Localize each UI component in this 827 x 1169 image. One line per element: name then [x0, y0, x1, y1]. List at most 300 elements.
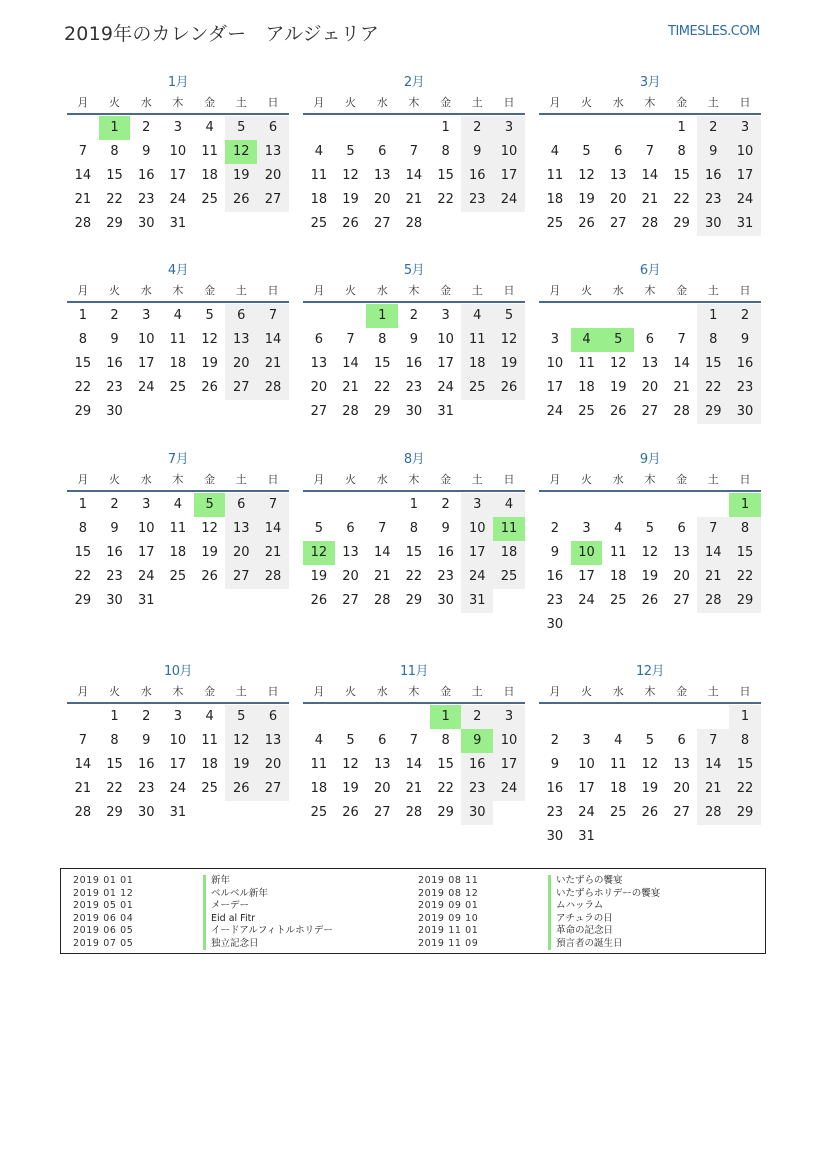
day-cell[interactable]: 15 — [729, 753, 761, 777]
day-cell[interactable]: 28 — [641, 216, 659, 231]
day-cell[interactable]: 30 — [106, 593, 123, 608]
day-cell[interactable]: 10 — [571, 541, 603, 565]
day-cell[interactable]: 16 — [546, 781, 564, 796]
day-cell[interactable]: 12 — [225, 729, 257, 753]
day-cell[interactable]: 15 — [106, 168, 123, 183]
day-cell[interactable]: 19 — [201, 545, 218, 560]
day-cell[interactable]: 17 — [546, 380, 564, 395]
day-cell[interactable]: 4 — [614, 733, 623, 748]
day-cell[interactable]: 27 — [225, 565, 257, 589]
day-cell[interactable]: 10 — [546, 356, 564, 371]
day-cell[interactable]: 25 — [493, 565, 525, 589]
day-cell[interactable]: 1 — [430, 705, 462, 729]
day-cell[interactable]: 11 — [201, 733, 218, 748]
day-cell[interactable]: 11 — [493, 517, 525, 541]
day-cell[interactable]: 20 — [641, 380, 659, 395]
day-cell[interactable]: 11 — [609, 757, 627, 772]
day-cell[interactable]: 22 — [729, 565, 761, 589]
day-cell[interactable]: 6 — [257, 116, 289, 140]
day-cell[interactable]: 22 — [106, 192, 123, 207]
day-cell[interactable]: 18 — [310, 192, 328, 207]
day-cell[interactable]: 27 — [225, 376, 257, 400]
day-cell[interactable]: 24 — [578, 805, 595, 820]
day-cell[interactable]: 22 — [437, 192, 454, 207]
day-cell[interactable]: 8 — [697, 328, 729, 352]
day-cell[interactable]: 18 — [609, 781, 627, 796]
day-cell[interactable]: 12 — [493, 328, 525, 352]
day-cell[interactable]: 10 — [493, 140, 525, 164]
day-cell[interactable]: 1 — [78, 497, 87, 512]
day-cell[interactable]: 3 — [493, 705, 525, 729]
day-cell[interactable]: 4 — [493, 493, 525, 517]
day-cell[interactable]: 15 — [437, 168, 454, 183]
day-cell[interactable]: 25 — [609, 805, 627, 820]
day-cell[interactable]: 7 — [697, 729, 729, 753]
day-cell[interactable]: 8 — [78, 521, 87, 536]
day-cell[interactable]: 27 — [673, 593, 690, 608]
day-cell[interactable]: 29 — [437, 805, 454, 820]
day-cell[interactable]: 17 — [461, 541, 493, 565]
day-cell[interactable]: 14 — [257, 517, 289, 541]
day-cell[interactable]: 24 — [493, 188, 525, 212]
day-cell[interactable]: 30 — [137, 216, 155, 231]
day-cell[interactable]: 3 — [441, 308, 450, 323]
day-cell[interactable]: 30 — [461, 801, 493, 825]
day-cell[interactable]: 18 — [201, 757, 218, 772]
day-cell[interactable]: 28 — [405, 805, 423, 820]
day-cell[interactable]: 10 — [461, 517, 493, 541]
day-cell[interactable]: 2 — [697, 116, 729, 140]
day-cell[interactable]: 26 — [201, 569, 218, 584]
day-cell[interactable]: 6 — [645, 332, 655, 347]
day-cell[interactable]: 11 — [578, 356, 595, 371]
day-cell[interactable]: 18 — [609, 569, 627, 584]
day-cell[interactable]: 21 — [405, 781, 423, 796]
day-cell[interactable]: 24 — [137, 380, 155, 395]
day-cell[interactable]: 3 — [461, 493, 493, 517]
day-cell[interactable]: 6 — [225, 304, 257, 328]
day-cell[interactable]: 31 — [437, 404, 454, 419]
day-cell[interactable]: 22 — [729, 777, 761, 801]
day-cell[interactable]: 6 — [378, 144, 387, 159]
day-cell[interactable]: 23 — [137, 781, 155, 796]
day-cell[interactable]: 28 — [673, 404, 690, 419]
day-cell[interactable]: 16 — [106, 545, 123, 560]
day-cell[interactable]: 5 — [346, 733, 355, 748]
day-cell[interactable]: 4 — [173, 308, 183, 323]
day-cell[interactable]: 26 — [201, 380, 218, 395]
day-cell[interactable]: 4 — [173, 497, 183, 512]
day-cell[interactable]: 30 — [405, 404, 423, 419]
day-cell[interactable]: 26 — [310, 593, 328, 608]
day-cell[interactable]: 5 — [582, 144, 591, 159]
day-cell[interactable]: 3 — [173, 709, 183, 724]
day-cell[interactable]: 15 — [437, 757, 454, 772]
day-cell[interactable]: 25 — [578, 404, 595, 419]
day-cell[interactable]: 6 — [225, 493, 257, 517]
day-cell[interactable]: 19 — [493, 352, 525, 376]
day-cell[interactable]: 4 — [550, 144, 559, 159]
day-cell[interactable]: 6 — [257, 705, 289, 729]
day-cell[interactable]: 29 — [729, 589, 761, 613]
day-cell[interactable]: 19 — [225, 753, 257, 777]
day-cell[interactable]: 23 — [106, 380, 123, 395]
day-cell[interactable]: 4 — [205, 709, 214, 724]
day-cell[interactable]: 11 — [310, 757, 328, 772]
day-cell[interactable]: 23 — [697, 188, 729, 212]
day-cell[interactable]: 1 — [697, 304, 729, 328]
day-cell[interactable]: 22 — [697, 376, 729, 400]
day-cell[interactable]: 24 — [729, 188, 761, 212]
day-cell[interactable]: 12 — [342, 168, 359, 183]
day-cell[interactable]: 2 — [441, 497, 450, 512]
day-cell[interactable]: 11 — [546, 168, 564, 183]
day-cell[interactable]: 3 — [142, 497, 151, 512]
day-cell[interactable]: 26 — [493, 376, 525, 400]
day-cell[interactable]: 29 — [106, 216, 123, 231]
day-cell[interactable]: 7 — [378, 521, 387, 536]
day-cell[interactable]: 23 — [546, 805, 564, 820]
day-cell[interactable]: 10 — [137, 332, 155, 347]
day-cell[interactable]: 28 — [697, 589, 729, 613]
day-cell[interactable]: 31 — [729, 212, 761, 236]
day-cell[interactable]: 7 — [78, 733, 87, 748]
day-cell[interactable]: 27 — [641, 404, 659, 419]
day-cell[interactable]: 28 — [257, 376, 289, 400]
day-cell[interactable]: 18 — [461, 352, 493, 376]
day-cell[interactable]: 4 — [314, 733, 323, 748]
day-cell[interactable]: 15 — [673, 168, 690, 183]
day-cell[interactable]: 16 — [461, 164, 493, 188]
day-cell[interactable]: 21 — [641, 192, 659, 207]
day-cell[interactable]: 2 — [550, 733, 559, 748]
day-cell[interactable]: 14 — [405, 168, 423, 183]
day-cell[interactable]: 7 — [645, 144, 655, 159]
day-cell[interactable]: 2 — [110, 497, 119, 512]
day-cell[interactable]: 8 — [110, 144, 119, 159]
day-cell[interactable]: 5 — [194, 493, 226, 517]
day-cell[interactable]: 20 — [609, 192, 627, 207]
day-cell[interactable]: 29 — [373, 404, 391, 419]
day-cell[interactable]: 9 — [441, 521, 450, 536]
day-cell[interactable]: 13 — [373, 757, 391, 772]
day-cell[interactable]: 25 — [609, 593, 627, 608]
day-cell[interactable]: 17 — [493, 753, 525, 777]
day-cell[interactable]: 20 — [342, 569, 359, 584]
day-cell[interactable]: 20 — [257, 753, 289, 777]
day-cell[interactable]: 12 — [578, 168, 595, 183]
day-cell[interactable]: 13 — [673, 757, 690, 772]
day-cell[interactable]: 5 — [346, 144, 355, 159]
day-cell[interactable]: 21 — [257, 352, 289, 376]
day-cell[interactable]: 1 — [409, 497, 419, 512]
day-cell[interactable]: 12 — [342, 757, 359, 772]
day-cell[interactable]: 21 — [74, 781, 92, 796]
day-cell[interactable]: 18 — [169, 545, 187, 560]
day-cell[interactable]: 8 — [729, 729, 761, 753]
day-cell[interactable]: 23 — [546, 593, 564, 608]
day-cell[interactable]: 11 — [201, 144, 218, 159]
day-cell[interactable]: 29 — [106, 805, 123, 820]
day-cell[interactable]: 22 — [74, 569, 92, 584]
day-cell[interactable]: 8 — [677, 144, 686, 159]
day-cell[interactable]: 2 — [110, 308, 119, 323]
day-cell[interactable]: 18 — [310, 781, 328, 796]
day-cell[interactable]: 8 — [378, 332, 387, 347]
day-cell[interactable]: 10 — [729, 140, 761, 164]
day-cell[interactable]: 24 — [578, 593, 595, 608]
day-cell[interactable]: 11 — [310, 168, 328, 183]
day-cell[interactable]: 24 — [169, 781, 187, 796]
day-cell[interactable]: 2 — [550, 521, 559, 536]
day-cell[interactable]: 10 — [493, 729, 525, 753]
day-cell[interactable]: 17 — [169, 168, 187, 183]
day-cell[interactable]: 3 — [493, 116, 525, 140]
day-cell[interactable]: 13 — [225, 328, 257, 352]
day-cell[interactable]: 10 — [169, 144, 187, 159]
day-cell[interactable]: 14 — [342, 356, 359, 371]
day-cell[interactable]: 2 — [142, 120, 151, 135]
day-cell[interactable]: 13 — [641, 356, 659, 371]
day-cell[interactable]: 14 — [257, 328, 289, 352]
day-cell[interactable]: 17 — [729, 164, 761, 188]
day-cell[interactable]: 29 — [405, 593, 423, 608]
day-cell[interactable]: 1 — [729, 493, 761, 517]
day-cell[interactable]: 9 — [729, 328, 761, 352]
day-cell[interactable]: 25 — [201, 192, 218, 207]
day-cell[interactable]: 26 — [578, 216, 595, 231]
day-cell[interactable]: 30 — [546, 617, 564, 632]
day-cell[interactable]: 26 — [342, 805, 359, 820]
day-cell[interactable]: 11 — [169, 521, 187, 536]
day-cell[interactable]: 31 — [578, 829, 595, 844]
day-cell[interactable]: 9 — [142, 144, 151, 159]
day-cell[interactable]: 9 — [550, 545, 559, 560]
day-cell[interactable]: 3 — [142, 308, 151, 323]
day-cell[interactable]: 16 — [546, 569, 564, 584]
day-cell[interactable]: 12 — [201, 521, 218, 536]
day-cell[interactable]: 18 — [578, 380, 595, 395]
day-cell[interactable]: 17 — [137, 545, 155, 560]
day-cell[interactable]: 18 — [169, 356, 187, 371]
day-cell[interactable]: 22 — [106, 781, 123, 796]
day-cell[interactable]: 7 — [697, 517, 729, 541]
day-cell[interactable]: 5 — [602, 328, 634, 352]
day-cell[interactable]: 7 — [409, 144, 419, 159]
day-cell[interactable]: 22 — [74, 380, 92, 395]
day-cell[interactable]: 31 — [137, 593, 155, 608]
day-cell[interactable]: 1 — [99, 116, 131, 140]
day-cell[interactable]: 10 — [169, 733, 187, 748]
day-cell[interactable]: 31 — [461, 589, 493, 613]
day-cell[interactable]: 17 — [578, 781, 595, 796]
day-cell[interactable]: 21 — [697, 777, 729, 801]
day-cell[interactable]: 7 — [78, 144, 87, 159]
day-cell[interactable]: 1 — [366, 304, 398, 328]
day-cell[interactable]: 7 — [346, 332, 355, 347]
day-cell[interactable]: 28 — [257, 565, 289, 589]
day-cell[interactable]: 23 — [461, 777, 493, 801]
day-cell[interactable]: 20 — [673, 781, 690, 796]
day-cell[interactable]: 17 — [493, 164, 525, 188]
day-cell[interactable]: 29 — [74, 593, 92, 608]
day-cell[interactable]: 5 — [225, 705, 257, 729]
day-cell[interactable]: 12 — [641, 545, 659, 560]
day-cell[interactable]: 26 — [641, 593, 659, 608]
day-cell[interactable]: 26 — [641, 805, 659, 820]
day-cell[interactable]: 7 — [257, 493, 289, 517]
day-cell[interactable]: 30 — [729, 400, 761, 424]
day-cell[interactable]: 27 — [342, 593, 359, 608]
day-cell[interactable]: 7 — [409, 733, 419, 748]
day-cell[interactable]: 19 — [342, 192, 359, 207]
day-cell[interactable]: 12 — [303, 541, 335, 565]
day-cell[interactable]: 20 — [673, 569, 690, 584]
day-cell[interactable]: 9 — [409, 332, 419, 347]
day-cell[interactable]: 17 — [169, 757, 187, 772]
day-cell[interactable]: 12 — [225, 140, 257, 164]
day-cell[interactable]: 29 — [697, 400, 729, 424]
day-cell[interactable]: 23 — [405, 380, 423, 395]
day-cell[interactable]: 13 — [373, 168, 391, 183]
day-cell[interactable]: 16 — [137, 168, 155, 183]
day-cell[interactable]: 30 — [437, 593, 454, 608]
day-cell[interactable]: 2 — [729, 304, 761, 328]
day-cell[interactable]: 13 — [673, 545, 690, 560]
day-cell[interactable]: 1 — [441, 120, 450, 135]
day-cell[interactable]: 29 — [729, 801, 761, 825]
day-cell[interactable]: 27 — [673, 805, 690, 820]
day-cell[interactable]: 31 — [169, 216, 187, 231]
day-cell[interactable]: 8 — [409, 521, 419, 536]
day-cell[interactable]: 27 — [257, 777, 289, 801]
day-cell[interactable]: 21 — [673, 380, 690, 395]
day-cell[interactable]: 27 — [373, 805, 391, 820]
day-cell[interactable]: 3 — [582, 521, 591, 536]
day-cell[interactable]: 9 — [110, 332, 119, 347]
day-cell[interactable]: 22 — [437, 781, 454, 796]
day-cell[interactable]: 21 — [697, 565, 729, 589]
day-cell[interactable]: 7 — [677, 332, 686, 347]
day-cell[interactable]: 14 — [697, 753, 729, 777]
day-cell[interactable]: 5 — [493, 304, 525, 328]
day-cell[interactable]: 2 — [461, 705, 493, 729]
day-cell[interactable]: 25 — [201, 781, 218, 796]
day-cell[interactable]: 1 — [78, 308, 87, 323]
day-cell[interactable]: 11 — [609, 545, 627, 560]
day-cell[interactable]: 17 — [437, 356, 454, 371]
day-cell[interactable]: 16 — [461, 753, 493, 777]
day-cell[interactable]: 28 — [342, 404, 359, 419]
day-cell[interactable]: 27 — [310, 404, 328, 419]
day-cell[interactable]: 27 — [373, 216, 391, 231]
day-cell[interactable]: 28 — [405, 216, 423, 231]
day-cell[interactable]: 15 — [405, 545, 423, 560]
day-cell[interactable]: 15 — [697, 352, 729, 376]
day-cell[interactable]: 19 — [225, 164, 257, 188]
day-cell[interactable]: 26 — [342, 216, 359, 231]
day-cell[interactable]: 20 — [225, 352, 257, 376]
day-cell[interactable]: 30 — [137, 805, 155, 820]
day-cell[interactable]: 16 — [137, 757, 155, 772]
day-cell[interactable]: 13 — [310, 356, 328, 371]
day-cell[interactable]: 19 — [641, 569, 659, 584]
day-cell[interactable]: 9 — [110, 521, 119, 536]
day-cell[interactable]: 9 — [697, 140, 729, 164]
day-cell[interactable]: 11 — [461, 328, 493, 352]
day-cell[interactable]: 1 — [110, 709, 119, 724]
day-cell[interactable]: 24 — [137, 569, 155, 584]
day-cell[interactable]: 19 — [342, 781, 359, 796]
day-cell[interactable]: 2 — [142, 709, 151, 724]
day-cell[interactable]: 30 — [697, 212, 729, 236]
day-cell[interactable]: 23 — [729, 376, 761, 400]
day-cell[interactable]: 25 — [310, 216, 328, 231]
day-cell[interactable]: 20 — [373, 781, 391, 796]
day-cell[interactable]: 16 — [437, 545, 454, 560]
day-cell[interactable]: 17 — [137, 356, 155, 371]
day-cell[interactable]: 15 — [729, 541, 761, 565]
day-cell[interactable]: 8 — [110, 733, 119, 748]
day-cell[interactable]: 17 — [578, 569, 595, 584]
day-cell[interactable]: 6 — [677, 733, 686, 748]
brand-logo-text[interactable]: TIMESLES.COM — [668, 24, 760, 39]
day-cell[interactable]: 14 — [74, 168, 92, 183]
day-cell[interactable]: 19 — [578, 192, 595, 207]
day-cell[interactable]: 25 — [310, 805, 328, 820]
day-cell[interactable]: 24 — [169, 192, 187, 207]
day-cell[interactable]: 9 — [461, 729, 493, 753]
day-cell[interactable]: 4 — [314, 144, 323, 159]
day-cell[interactable]: 15 — [106, 757, 123, 772]
day-cell[interactable]: 22 — [405, 569, 423, 584]
day-cell[interactable]: 24 — [493, 777, 525, 801]
day-cell[interactable]: 4 — [614, 521, 623, 536]
day-cell[interactable]: 11 — [169, 332, 187, 347]
day-cell[interactable]: 21 — [342, 380, 359, 395]
day-cell[interactable]: 14 — [673, 356, 690, 371]
day-cell[interactable]: 15 — [74, 356, 92, 371]
day-cell[interactable]: 1 — [729, 705, 761, 729]
day-cell[interactable]: 18 — [493, 541, 525, 565]
day-cell[interactable]: 23 — [461, 188, 493, 212]
day-cell[interactable]: 14 — [641, 168, 659, 183]
day-cell[interactable]: 19 — [201, 356, 218, 371]
day-cell[interactable]: 9 — [550, 757, 559, 772]
day-cell[interactable]: 14 — [405, 757, 423, 772]
day-cell[interactable]: 28 — [74, 216, 92, 231]
day-cell[interactable]: 5 — [225, 116, 257, 140]
day-cell[interactable]: 3 — [729, 116, 761, 140]
day-cell[interactable]: 21 — [373, 569, 391, 584]
day-cell[interactable]: 16 — [106, 356, 123, 371]
day-cell[interactable]: 7 — [257, 304, 289, 328]
day-cell[interactable]: 24 — [437, 380, 454, 395]
day-cell[interactable]: 25 — [546, 216, 564, 231]
day-cell[interactable]: 4 — [571, 328, 603, 352]
day-cell[interactable]: 14 — [74, 757, 92, 772]
day-cell[interactable]: 12 — [641, 757, 659, 772]
day-cell[interactable]: 23 — [106, 569, 123, 584]
day-cell[interactable]: 26 — [609, 404, 627, 419]
day-cell[interactable]: 16 — [405, 356, 423, 371]
day-cell[interactable]: 13 — [257, 729, 289, 753]
day-cell[interactable]: 21 — [405, 192, 423, 207]
day-cell[interactable]: 23 — [137, 192, 155, 207]
day-cell[interactable]: 3 — [582, 733, 591, 748]
day-cell[interactable]: 6 — [614, 144, 623, 159]
day-cell[interactable]: 28 — [74, 805, 92, 820]
